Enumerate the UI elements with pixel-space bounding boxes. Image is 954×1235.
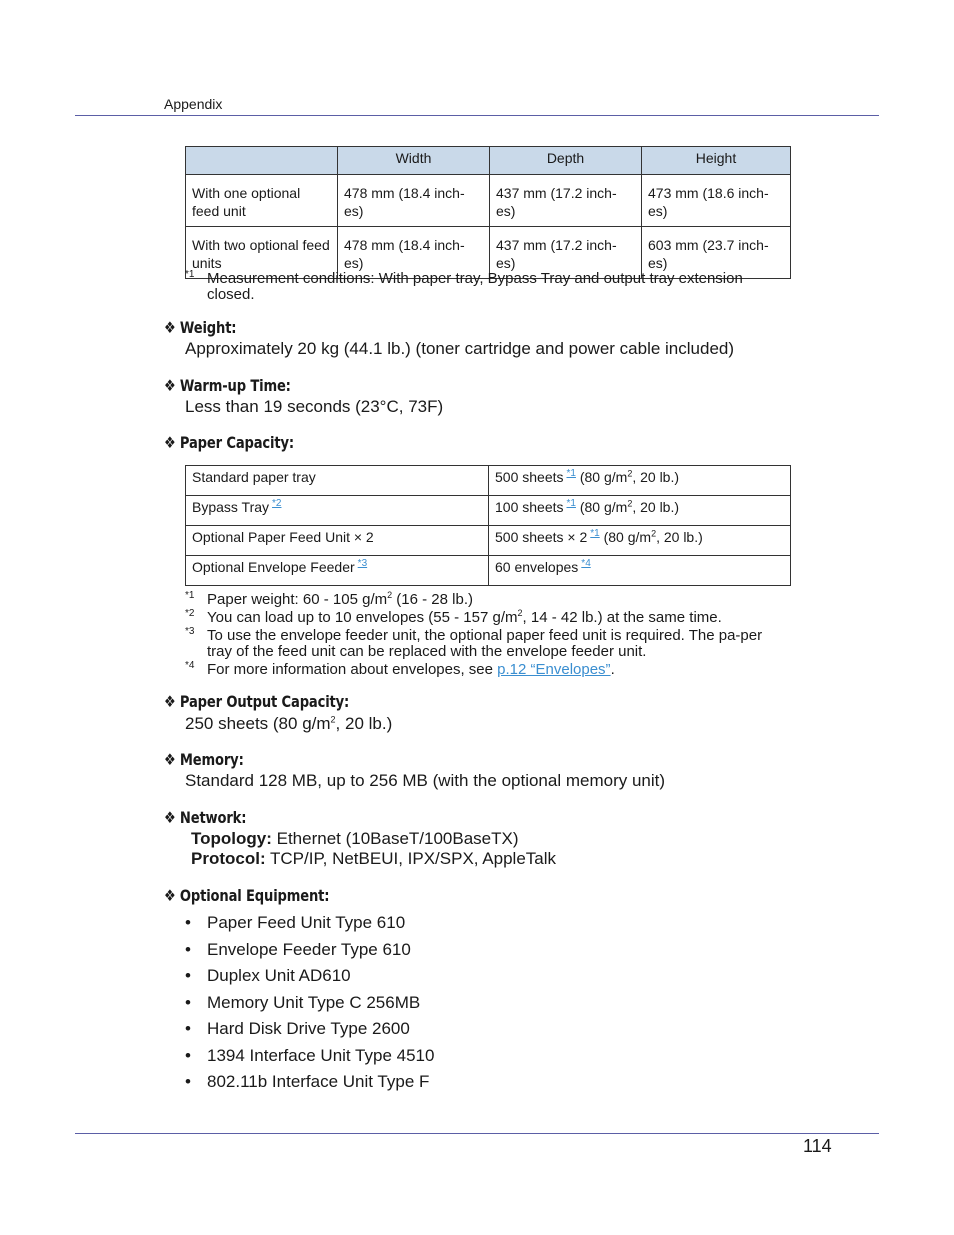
table-cell: With two optional feed units bbox=[186, 227, 338, 279]
bullet-icon: • bbox=[185, 1046, 191, 1065]
table-row bbox=[186, 496, 791, 526]
weight-text: Approximately 20 kg (44.1 lb.) (toner cartridge and power cable included) bbox=[185, 339, 735, 358]
table-cell: 100 sheets $^{*1}$ (80 $g/m^2$, 20 lb.) bbox=[489, 496, 791, 526]
table-cell: With one optional feed unit bbox=[186, 175, 338, 227]
diamond-bullet-icon: ❖ bbox=[164, 886, 176, 905]
paper-capacity-heading bbox=[164, 433, 294, 452]
table-cell: Optional Envelope Feeder $^{*3}$ bbox=[186, 556, 489, 586]
weight-heading bbox=[164, 318, 236, 337]
paper-footnote-3: *3 To use the envelope feeder unit, the optional paper feed unit is required. The pa-per tray of the feed unit can be replaced with the envelope feeder unit. bbox=[185, 626, 763, 660]
heading-text: Memory: bbox=[179, 750, 244, 769]
warmup-heading bbox=[164, 376, 291, 395]
footnote-text: Measurement conditions: With paper tray, Bypass Tray and output tray extension closed. bbox=[207, 270, 743, 303]
output-capacity-text: 250 sheets (80 $g/m^2$, 20 lb.) bbox=[185, 714, 393, 733]
footnote-link[interactable]: *1 bbox=[566, 498, 576, 510]
heading-text: Optional Equipment: bbox=[179, 886, 330, 905]
table-header-cell: Width bbox=[338, 147, 490, 175]
list-item: • Paper Feed Unit Type 610 bbox=[185, 913, 406, 932]
table-cell: 500 sheets $^{*1}$ (80 $g/m^2$, 20 lb.) bbox=[489, 466, 791, 496]
footnote-mark: *4 bbox=[185, 660, 195, 671]
footnote-link[interactable]: *4 bbox=[581, 558, 591, 570]
footnote-mark: *2 bbox=[185, 608, 195, 619]
footer-rule bbox=[75, 1133, 879, 1134]
bullet-icon: • bbox=[185, 913, 191, 932]
footnote-mark: *1 bbox=[185, 269, 195, 280]
table-row bbox=[186, 556, 791, 586]
network-topology: Topology: Ethernet (10BaseT/100BaseTX) bbox=[191, 829, 519, 848]
bullet-icon: • bbox=[185, 966, 191, 985]
network-protocol: Protocol: TCP/IP, NetBEUI, IPX/SPX, AppleTalk bbox=[191, 849, 557, 868]
heading-text: Paper Capacity: bbox=[179, 433, 294, 452]
heading-text: Warm-up Time: bbox=[179, 376, 291, 395]
footnote-link[interactable]: *3 bbox=[357, 558, 368, 570]
warmup-text: Less than 19 seconds (23°C, 73F) bbox=[185, 397, 444, 416]
table-cell: 500 sheets × 2 $^{*1}$ (80 $g/m^2$, 20 lb.) bbox=[489, 526, 791, 556]
table-cell: Bypass Tray $^{*2}$ bbox=[186, 496, 489, 526]
list-item: • Envelope Feeder Type 610 bbox=[185, 940, 411, 959]
table-cell: 473 mm (18.6 inch-es) bbox=[642, 175, 791, 227]
paper-capacity-table bbox=[185, 465, 791, 586]
footnote-link[interactable]: *1 bbox=[566, 468, 576, 480]
table-cell: 603 mm (23.7 inch-es) bbox=[642, 227, 791, 279]
envelopes-page-link[interactable]: p.12 “Envelopes” bbox=[497, 661, 611, 678]
output-capacity-heading bbox=[164, 692, 349, 711]
table-header-cell: Depth bbox=[490, 147, 642, 175]
list-item: • Duplex Unit AD610 bbox=[185, 966, 351, 985]
table-row bbox=[186, 175, 791, 227]
table-header-cell bbox=[186, 147, 338, 175]
optional-equipment-heading bbox=[164, 886, 329, 905]
header-rule bbox=[75, 115, 879, 116]
bullet-icon: • bbox=[185, 1019, 191, 1038]
running-header: Appendix bbox=[164, 96, 223, 112]
table-cell: Standard paper tray bbox=[186, 466, 489, 496]
footnote-link[interactable]: *1 bbox=[590, 528, 600, 540]
footnote-mark: *1 bbox=[185, 590, 195, 601]
diamond-bullet-icon: ❖ bbox=[164, 750, 176, 769]
memory-text: Standard 128 MB, up to 256 MB (with the optional memory unit) bbox=[185, 771, 666, 790]
bullet-icon: • bbox=[185, 940, 191, 959]
bullet-icon: • bbox=[185, 1072, 191, 1091]
diamond-bullet-icon: ❖ bbox=[164, 318, 176, 337]
list-item: • 802.11b Interface Unit Type F bbox=[185, 1072, 430, 1091]
heading-text: Weight: bbox=[179, 318, 237, 337]
footnote-link[interactable]: *2 bbox=[272, 498, 282, 510]
diamond-bullet-icon: ❖ bbox=[164, 433, 176, 452]
network-heading bbox=[164, 808, 246, 827]
table-cell: 60 envelopes $^{*4}$ bbox=[489, 556, 791, 586]
table-header-row bbox=[186, 147, 791, 175]
memory-heading bbox=[164, 750, 244, 769]
table-row bbox=[186, 526, 791, 556]
dimensions-footnote bbox=[185, 271, 791, 303]
heading-text: Paper Output Capacity: bbox=[179, 692, 350, 711]
heading-text: Network: bbox=[179, 808, 247, 827]
paper-footnote-4: *4 For more information about envelopes, see p.12 “Envelopes”. bbox=[185, 660, 615, 678]
bullet-icon: • bbox=[185, 993, 191, 1012]
table-cell: 478 mm (18.4 inch-es) bbox=[338, 175, 490, 227]
list-item: • Hard Disk Drive Type 2600 bbox=[185, 1019, 410, 1038]
table-cell: 478 mm (18.4 inch-es) bbox=[338, 227, 490, 279]
table-cell: Optional Paper Feed Unit × 2 bbox=[186, 526, 489, 556]
table-header-cell: Height bbox=[642, 147, 791, 175]
table-row bbox=[186, 466, 791, 496]
page-number: 114 bbox=[803, 1136, 832, 1156]
paper-footnote-2: *2 You can load up to 10 envelopes (55 - 157 $g/m^2$, 14 - 42 lb.) at the same time. bbox=[185, 608, 722, 626]
diamond-bullet-icon: ❖ bbox=[164, 376, 176, 395]
table-cell: 437 mm (17.2 inch-es) bbox=[490, 227, 642, 279]
list-item: • Memory Unit Type C 256MB bbox=[185, 993, 421, 1012]
footnote-mark: *3 bbox=[185, 626, 195, 637]
diamond-bullet-icon: ❖ bbox=[164, 808, 176, 827]
table-cell: 437 mm (17.2 inch-es) bbox=[490, 175, 642, 227]
dimensions-table bbox=[185, 146, 791, 279]
diamond-bullet-icon: ❖ bbox=[164, 692, 176, 711]
paper-footnote-1: *1 Paper weight: 60 - 105 $g/m^2$ (16 - 28 lb.) bbox=[185, 590, 473, 608]
list-item: • 1394 Interface Unit Type 4510 bbox=[185, 1046, 435, 1065]
